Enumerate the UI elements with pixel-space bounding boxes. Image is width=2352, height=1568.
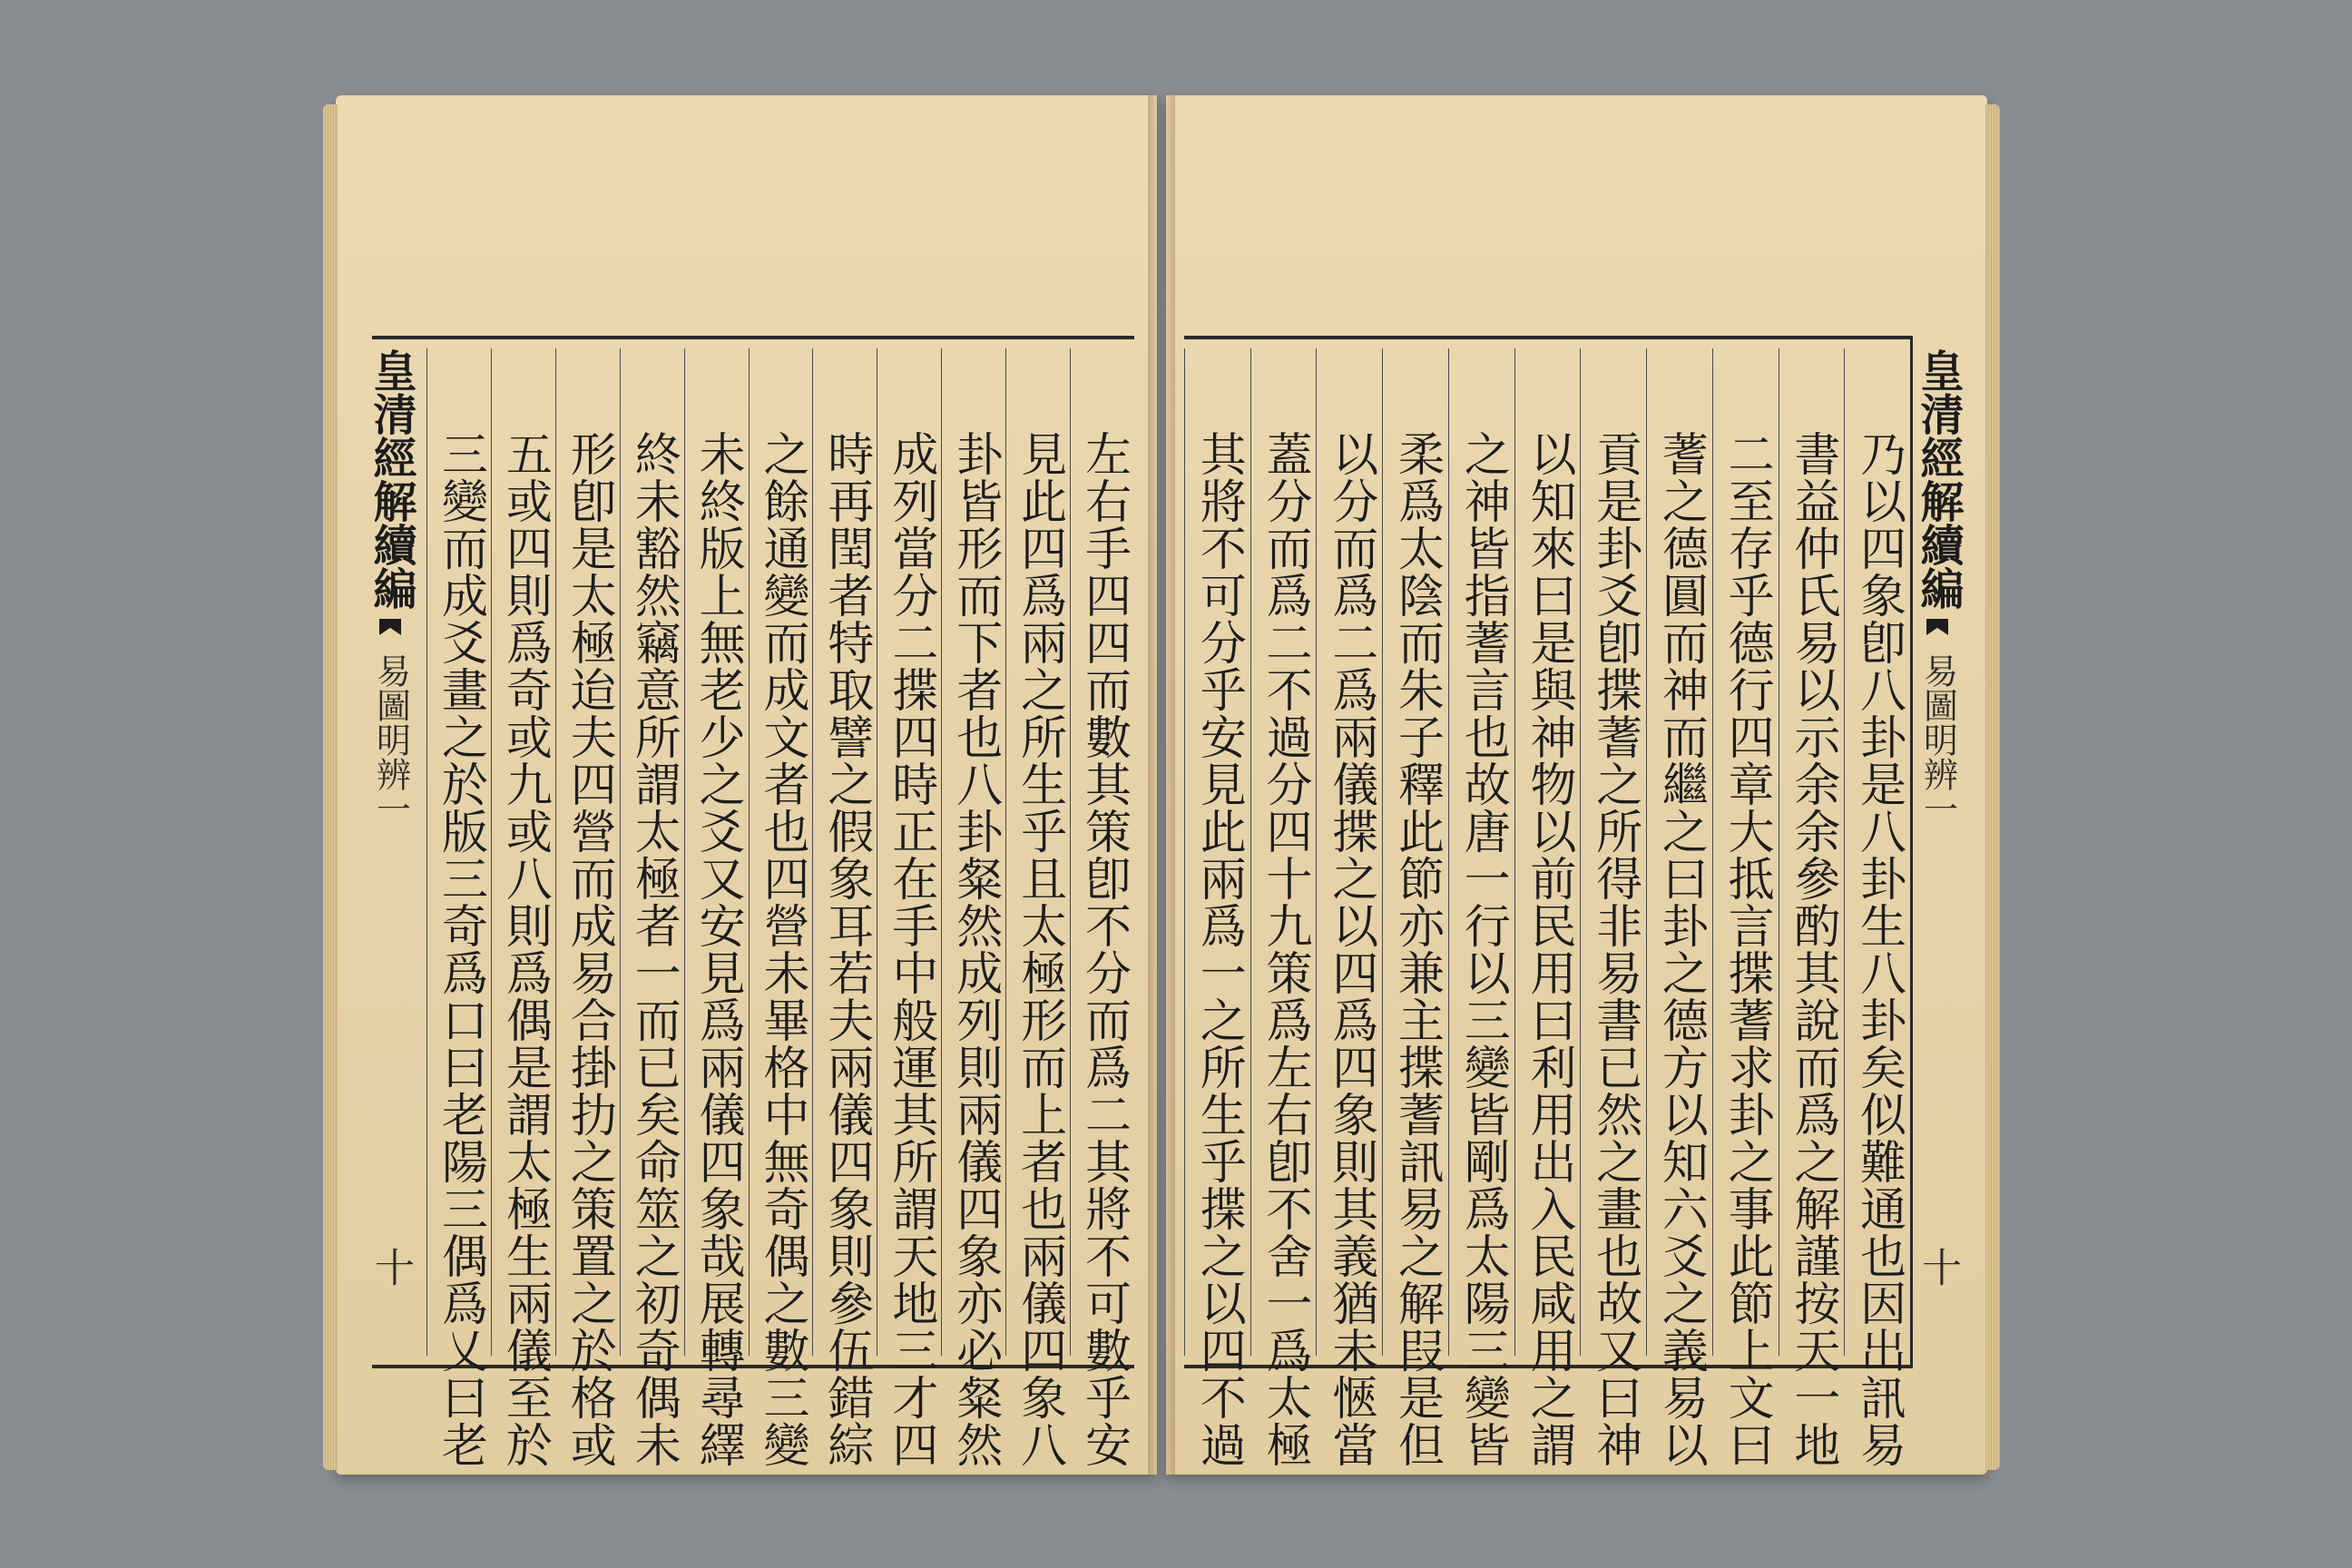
text-column bbox=[1580, 348, 1646, 1468]
column-text: 柔爲太陰而朱子釋此節亦兼主揲蓍訊易之解叚是但 bbox=[1390, 430, 1442, 1468]
left-page-frame bbox=[367, 336, 1134, 1468]
column-text: 成列當分二揲四時正在手中般運其所謂天地三才四 bbox=[884, 430, 936, 1468]
column-text: 二至存乎德行四章大抵言揲蓍求卦之事此節上文曰 bbox=[1720, 430, 1772, 1468]
text-column bbox=[1779, 348, 1845, 1468]
column-text: 以分而爲二爲兩儀揲之以四爲四象則其義猶未愜當 bbox=[1324, 430, 1376, 1468]
right-page-frame bbox=[1184, 336, 1962, 1468]
text-column bbox=[426, 348, 491, 1468]
column-text: 終未豁然竊意所謂太極者一而已矣命筮之初奇偶未 bbox=[627, 430, 679, 1468]
right-page-edge bbox=[1985, 104, 2000, 1470]
margin-book-title: 皇清經解續編 bbox=[367, 348, 415, 610]
text-column bbox=[1250, 348, 1317, 1468]
left-folio: 十 bbox=[368, 1247, 413, 1287]
margin-section-title: 易圖明辨一 bbox=[1917, 653, 1956, 826]
column-text: 之餘通變而成文者也四營未畢格中無奇偶之數三變 bbox=[756, 430, 808, 1468]
text-column bbox=[812, 348, 877, 1468]
text-column bbox=[941, 348, 1005, 1468]
text-column bbox=[491, 348, 555, 1468]
column-text: 形卽是太極迨夫四營而成易合掛扐之策置之於格或 bbox=[563, 430, 614, 1468]
left-margin-title bbox=[363, 348, 417, 1356]
text-column bbox=[555, 348, 620, 1468]
text-column bbox=[1448, 348, 1514, 1468]
column-text: 左右手四四而數其策卽不分而爲二其將不可數乎安 bbox=[1077, 430, 1129, 1468]
right-page-columns bbox=[1184, 348, 1910, 1468]
column-text: 見此四爲兩之所生乎且太極形而上者也兩儀四象八 bbox=[1013, 430, 1064, 1468]
text-column bbox=[877, 348, 941, 1468]
text-column bbox=[1184, 348, 1250, 1468]
column-text: 三變而成爻畫之於版三奇爲口曰老陽三偶爲乂曰老 bbox=[434, 430, 485, 1468]
open-book bbox=[336, 95, 1987, 1475]
column-text: 時再閏者特取譬之假象耳若夫兩儀四象則參伍錯綜 bbox=[819, 430, 871, 1468]
right-folio: 十 bbox=[1916, 1247, 1960, 1287]
column-text: 卦皆形而下者也八卦粲然成列則兩儀四象亦必粲然 bbox=[948, 430, 1000, 1468]
text-column bbox=[1844, 348, 1910, 1468]
text-column bbox=[684, 348, 749, 1468]
text-column bbox=[1712, 348, 1779, 1468]
fish-tail-icon bbox=[379, 619, 401, 635]
text-column bbox=[1382, 348, 1448, 1468]
fish-tail-icon bbox=[1926, 619, 1948, 635]
text-column bbox=[1316, 348, 1382, 1468]
margin-section-title: 易圖明辨一 bbox=[370, 653, 409, 826]
text-column bbox=[1646, 348, 1712, 1468]
text-column bbox=[1005, 348, 1070, 1468]
column-text: 未終版上無老少之爻又安見爲兩儀四象哉展轉尋繹 bbox=[691, 430, 743, 1468]
margin-book-title: 皇清經解續編 bbox=[1914, 348, 1962, 610]
column-text: 之神皆指蓍言也故唐一行以三變皆剛爲太陽三變皆 bbox=[1456, 430, 1508, 1468]
text-column bbox=[1514, 348, 1581, 1468]
column-text: 蓋分而爲二不過分四十九策爲左右卽不舍一爲太極 bbox=[1259, 430, 1310, 1468]
column-text: 五或四則爲奇或九或八則爲偶是謂太極生兩儀至於 bbox=[498, 430, 550, 1468]
column-text: 以知來曰是與神物以前民用曰利用出入民咸用之謂 bbox=[1522, 430, 1573, 1468]
column-text: 其將不可分乎安見此兩爲一之所生乎揲之以四不過 bbox=[1192, 430, 1244, 1468]
right-margin-title bbox=[1910, 348, 1965, 1356]
book-gutter bbox=[1148, 95, 1175, 1475]
left-page-columns bbox=[426, 348, 1134, 1468]
left-page-edge bbox=[323, 104, 338, 1470]
column-text: 蓍之德圓而神而繼之曰卦之德方以知六爻之義易以 bbox=[1654, 430, 1706, 1468]
column-text: 乃以四象卽八卦是八卦生八卦矣似難通也因出訊易 bbox=[1852, 430, 1904, 1468]
text-column bbox=[1070, 348, 1134, 1468]
text-column bbox=[749, 348, 813, 1468]
column-text: 書益仲氏易以示余余參酌其說而爲之解謹按天一地 bbox=[1786, 430, 1838, 1468]
text-column bbox=[620, 348, 684, 1468]
column-text: 貢是卦爻卽揲蓍之所得非易書已然之畫也故又曰神 bbox=[1588, 430, 1640, 1468]
